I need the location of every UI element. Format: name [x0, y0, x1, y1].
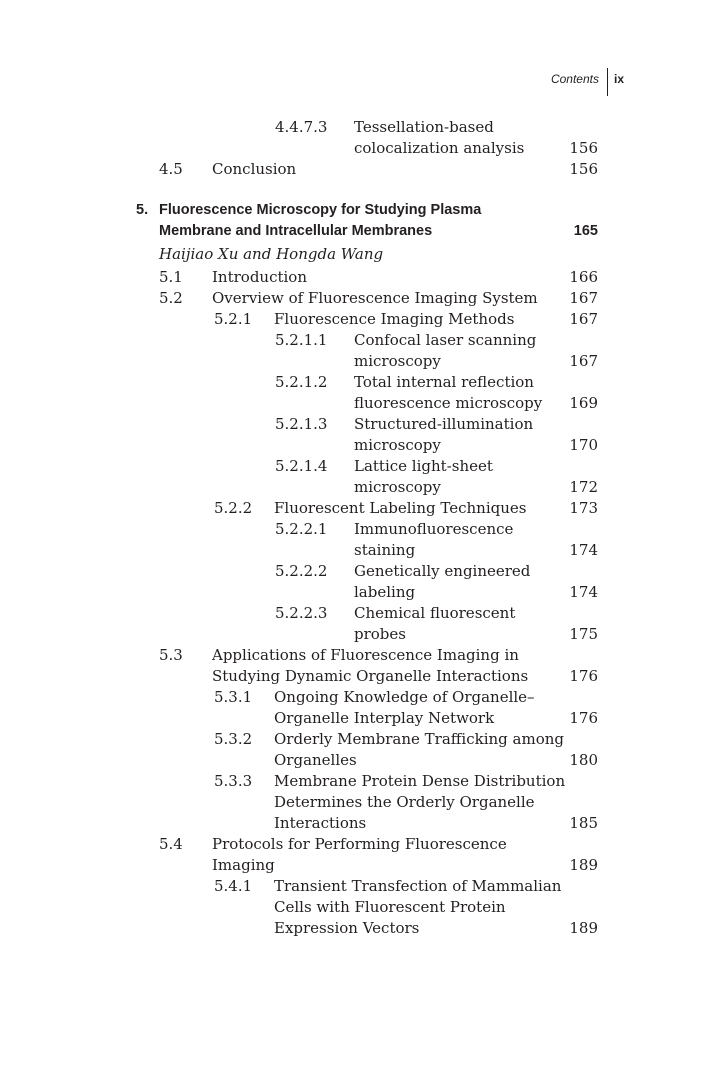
toc-entry-title: staining [354, 541, 416, 559]
toc-entry-title: Conclusion [212, 160, 297, 178]
toc-entry-page: 185 [569, 814, 598, 832]
toc-entry [0, 372, 719, 393]
toc-entry [0, 288, 719, 309]
toc-entry [0, 687, 719, 708]
chapter-page: 165 [573, 223, 598, 239]
toc-entry-number: 5.4 [159, 835, 183, 853]
toc-entry [0, 834, 719, 855]
running-header-section: Contents [550, 72, 599, 86]
toc-entry-title: probes [354, 625, 406, 643]
toc-entry-number: 5.4.1 [214, 877, 253, 895]
toc-entry-continuation [0, 393, 719, 414]
toc-entry-number: 5.2.2.1 [275, 520, 328, 538]
toc-entry-number: 5.3.2 [214, 730, 253, 748]
toc-entry [0, 456, 719, 477]
toc-entry-continuation [0, 708, 719, 729]
toc-entry-title: Orderly Membrane Trafficking among [274, 730, 564, 748]
toc-entry-continuation [0, 477, 719, 498]
toc-entry [0, 330, 719, 351]
toc-entry-page: 174 [569, 541, 598, 559]
toc-entry-continuation [0, 582, 719, 603]
toc-entry-title: Fluorescence Imaging Methods [274, 310, 515, 328]
toc-entry-continuation [0, 540, 719, 561]
toc-chapter [0, 200, 719, 221]
toc-entry-page: 169 [569, 394, 598, 412]
toc-entry-page: 176 [569, 667, 598, 685]
toc-entry-title: Applications of Fluorescence Imaging in [212, 646, 519, 664]
toc-entry-page: 166 [569, 268, 598, 286]
toc-entry-page: 156 [569, 160, 598, 178]
toc-entry-title: labeling [354, 583, 416, 601]
toc-entry-title: Structured-illumination [354, 415, 534, 433]
toc-entry [0, 309, 719, 330]
toc-entry-title: Tessellation-based [354, 118, 494, 136]
toc-entry-title: Ongoing Knowledge of Organelle– [274, 688, 535, 706]
toc-entry-page: 189 [569, 919, 598, 937]
toc-entry [0, 117, 719, 138]
toc-entry-title: Determines the Orderly Organelle [274, 793, 535, 811]
toc-entry-title: Chemical fluorescent [354, 604, 516, 622]
toc-entry [0, 876, 719, 897]
toc-entry-title: Immunofluorescence [354, 520, 514, 538]
toc-entry-continuation [0, 624, 719, 645]
toc-entry-number: 5.2.1.4 [275, 457, 328, 475]
toc-entry-number: 5.2.2.2 [275, 562, 328, 580]
toc-entry-continuation [0, 855, 719, 876]
chapter-number: 5. [136, 202, 149, 218]
toc-entry-title: microscopy [354, 352, 441, 370]
toc-entry-title: Organelles [274, 751, 357, 769]
toc-entry-title: Confocal laser scanning [354, 331, 537, 349]
toc-entry-number: 5.2.1.2 [275, 373, 328, 391]
toc-entry-page: 176 [569, 709, 598, 727]
toc-entry-continuation [0, 918, 719, 939]
toc-entry-title: Protocols for Performing Fluorescence [212, 835, 507, 853]
toc-entry-page: 172 [569, 478, 598, 496]
toc-entry-continuation [0, 792, 719, 813]
toc-entry-number: 5.2.2 [214, 499, 253, 517]
toc-entry-title: Introduction [212, 268, 307, 286]
toc-entry-number: 5.2.2.3 [275, 604, 328, 622]
chapter-title: Membrane and Intracellular Membranes [159, 223, 433, 239]
toc-entry [0, 645, 719, 666]
toc-entry [0, 561, 719, 582]
toc-chapter-continuation [0, 221, 719, 242]
toc-entry-title: colocalization analysis [354, 139, 525, 157]
toc-entry-page: 175 [569, 625, 598, 643]
toc-entry-number: 5.3.3 [214, 772, 253, 790]
toc-entry-number: 5.3.1 [214, 688, 253, 706]
toc-entry-continuation [0, 897, 719, 918]
toc-entry-number: 5.2.1 [214, 310, 253, 328]
toc-entry-page: 170 [569, 436, 598, 454]
toc-entry-title: Cells with Fluorescent Protein [274, 898, 506, 916]
toc-entry-page: 167 [569, 289, 598, 307]
toc-entry-title: fluorescence microscopy [354, 394, 543, 412]
toc-entry [0, 159, 719, 180]
toc-entry-number: 5.1 [159, 268, 183, 286]
chapter-authors [0, 242, 719, 267]
toc-entry-number: 5.2.1.1 [275, 331, 328, 349]
toc-entry-title: Transient Transfection of Mammalian [274, 877, 562, 895]
chapter-title: Fluorescence Microscopy for Studying Plasma [159, 202, 482, 218]
toc-entry-title: Membrane Protein Dense Distribution [274, 772, 566, 790]
toc-entry [0, 603, 719, 624]
toc-entry-title: Genetically engineered [354, 562, 531, 580]
toc-entry-title: Total internal reflection [354, 373, 534, 391]
toc-entry [0, 267, 719, 288]
toc-entry-number: 5.3 [159, 646, 183, 664]
toc-entry [0, 519, 719, 540]
toc-entry [0, 729, 719, 750]
toc-entry-number: 4.5 [159, 160, 183, 178]
toc-entry-number: 5.2 [159, 289, 183, 307]
toc-entry-page: 174 [569, 583, 598, 601]
toc-entry-title: microscopy [354, 436, 441, 454]
toc-entry-page: 189 [569, 856, 598, 874]
toc-entry-page: 173 [569, 499, 598, 517]
toc-entry-number: 4.4.7.3 [275, 118, 328, 136]
toc-entry-title: Studying Dynamic Organelle Interactions [212, 667, 529, 685]
running-header [551, 68, 624, 96]
toc-entry-title: Lattice light-sheet [354, 457, 493, 475]
toc-entry [0, 771, 719, 792]
toc-entry-title: Imaging [212, 856, 275, 874]
toc-entry-page: 156 [569, 139, 598, 157]
toc-entry-page: 167 [569, 310, 598, 328]
toc-entry-title: Organelle Interplay Network [274, 709, 495, 727]
toc-entry-title: microscopy [354, 478, 441, 496]
toc-entry-title: Expression Vectors [274, 919, 420, 937]
toc-entry-continuation [0, 750, 719, 771]
chapter-authors-text: Haijiao Xu and Hongda Wang [159, 245, 384, 263]
toc-entry-number: 5.2.1.3 [275, 415, 328, 433]
toc-entry-continuation [0, 813, 719, 834]
toc-entry-page: 180 [569, 751, 598, 769]
toc-entry-page: 167 [569, 352, 598, 370]
toc-entry-continuation [0, 138, 719, 159]
toc-entry-title: Interactions [274, 814, 367, 832]
table-of-contents [0, 117, 719, 939]
toc-entry-continuation [0, 351, 719, 372]
toc-entry-continuation [0, 435, 719, 456]
toc-entry-title: Fluorescent Labeling Techniques [274, 499, 527, 517]
toc-entry-continuation [0, 666, 719, 687]
toc-entry [0, 498, 719, 519]
toc-entry [0, 414, 719, 435]
page-number: ix [613, 72, 624, 86]
toc-entry-title: Overview of Fluorescence Imaging System [212, 289, 538, 307]
